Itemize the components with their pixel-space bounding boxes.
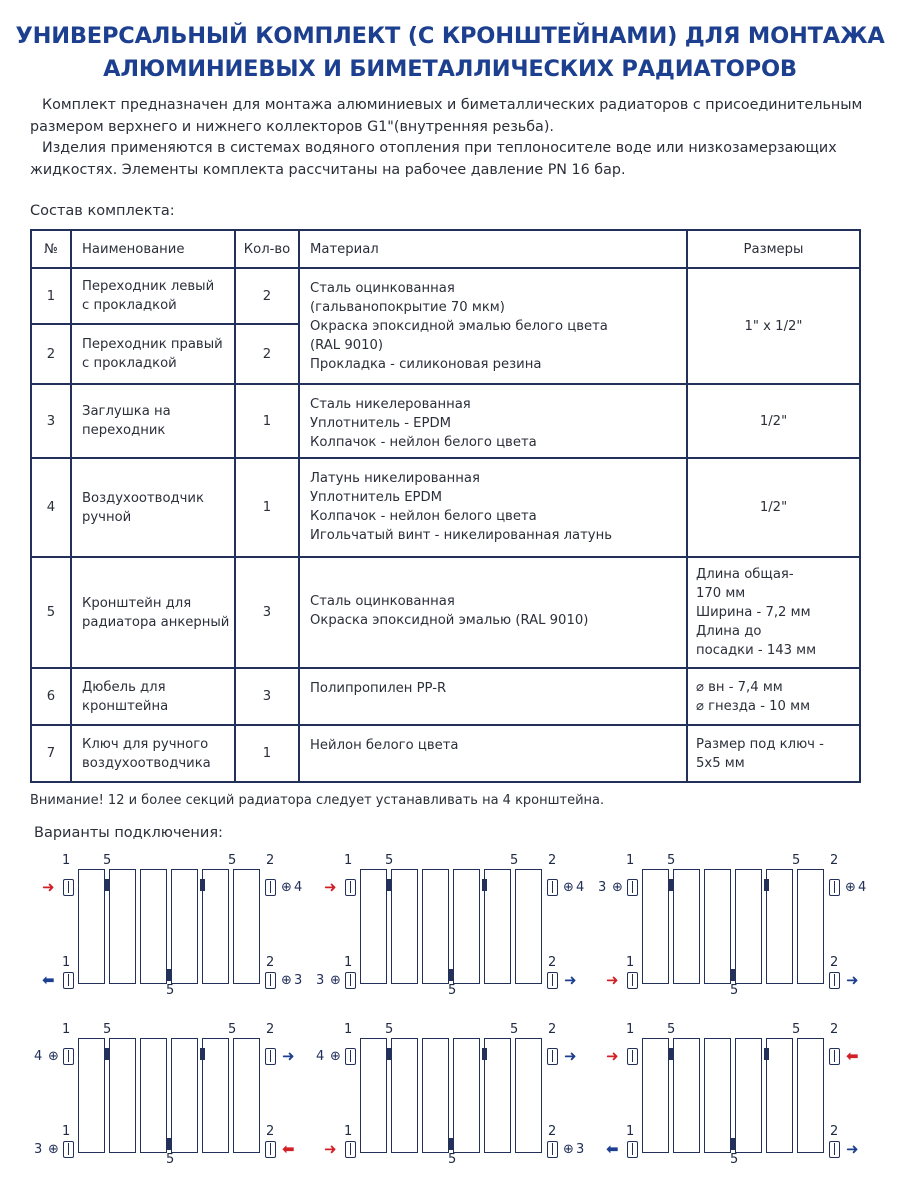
row-qty: 2 [235, 268, 299, 324]
connection-diagram [30, 853, 303, 1003]
radiator-section [109, 869, 136, 984]
adapter-icon [345, 879, 356, 896]
radiator-section [140, 1038, 167, 1153]
adapter-icon [63, 972, 74, 989]
size-line: ⌀ гнезда - 10 мм [696, 698, 811, 714]
radiator-section [735, 869, 762, 984]
radiator-section [766, 1038, 793, 1153]
label-5: 5 [667, 1022, 676, 1037]
material-line: Окраска эпоксидной эмалью (RAL 9010) [310, 613, 589, 628]
name-line: Переходник левый [82, 279, 215, 294]
plug-code: 4 [316, 1049, 325, 1064]
row-num: 7 [31, 725, 71, 782]
radiator-section [735, 1038, 762, 1153]
adapter-icon [829, 972, 840, 989]
row-size: 1/2" [687, 458, 860, 557]
bracket-mark [166, 1138, 171, 1150]
row-name [71, 268, 235, 324]
radiator-section [453, 1038, 480, 1153]
vent-icon: ⊕ [845, 880, 856, 895]
row-name [71, 458, 235, 557]
label-5: 5 [103, 853, 112, 868]
label-5: 5 [228, 853, 237, 868]
material-line: Сталь оцинкованная [310, 594, 455, 609]
vent-icon: ⊕ [330, 973, 341, 988]
bracket-mark [200, 879, 205, 891]
adapter-icon [829, 1141, 840, 1158]
adapter-icon [547, 879, 558, 896]
inlet-arrow-icon: ➜ [42, 878, 55, 896]
bracket-mark [200, 1048, 205, 1060]
row-size-merged: 1" х 1/2" [687, 268, 860, 384]
material-line: Уплотнитель EPDM [310, 490, 443, 505]
radiator-section [360, 869, 387, 984]
plug-code: 4 [294, 880, 303, 895]
connection-diagram [30, 1022, 295, 1172]
adapter-icon [265, 879, 276, 896]
label-2: 2 [266, 1124, 275, 1139]
vent-icon: ⊕ [48, 1049, 59, 1064]
row-name [71, 557, 235, 668]
vent-icon: ⊕ [563, 880, 574, 895]
radiator-section [673, 869, 700, 984]
name-line: ручной [82, 509, 132, 525]
radiator-section [673, 1038, 700, 1153]
label-1: 1 [62, 955, 71, 970]
row-name [71, 324, 235, 384]
bracket-mark [448, 969, 453, 981]
plug-code: 4 [576, 880, 585, 895]
row-num: 6 [31, 668, 71, 725]
plug-code: 4 [34, 1049, 43, 1064]
radiator-section [233, 869, 260, 984]
radiator-section [766, 869, 793, 984]
row-name [71, 668, 235, 725]
outlet-arrow-icon: ➜ [846, 971, 859, 989]
bracket-mark [386, 879, 391, 891]
row-material-merged [299, 268, 687, 384]
size-line: Длина общая- [696, 567, 794, 582]
row-num: 2 [31, 324, 71, 384]
label-1: 1 [344, 1022, 353, 1037]
label-5: 5 [792, 853, 801, 868]
inlet-arrow-icon: ➜ [324, 1140, 337, 1158]
label-5: 5 [730, 1152, 739, 1167]
radiator-section [642, 1038, 669, 1153]
header-qty: Кол-во [235, 230, 299, 268]
label-5: 5 [166, 983, 175, 998]
adapter-icon [63, 879, 74, 896]
table-row [31, 668, 860, 725]
label-1: 1 [62, 853, 71, 868]
bracket-mark [482, 879, 487, 891]
radiator-section [422, 869, 449, 984]
adapter-icon [63, 1048, 74, 1065]
material-line: Прокладка - силиконовая резина [310, 357, 542, 372]
plug-code: 3 [316, 973, 325, 988]
bracket-mark [730, 1138, 735, 1150]
size-line: ⌀ вн - 7,4 мм [696, 679, 783, 695]
radiator-section [453, 869, 480, 984]
connection-diagram [594, 1022, 859, 1172]
inlet-arrow-icon: ➜ [606, 1047, 619, 1065]
row-qty: 3 [235, 557, 299, 668]
adapter-icon [265, 1048, 276, 1065]
label-1: 1 [626, 853, 635, 868]
title-line-2: АЛЮМИНИЕВЫХ И БИМЕТАЛЛИЧЕСКИХ РАДИАТОРОВ [103, 56, 797, 82]
row-size [687, 557, 860, 668]
adapter-icon [627, 1141, 638, 1158]
outlet-arrow-icon: ➜ [846, 1140, 859, 1158]
row-qty: 3 [235, 668, 299, 725]
plug-code: 3 [294, 973, 303, 988]
label-5: 5 [667, 853, 676, 868]
plug-code: 3 [34, 1142, 43, 1157]
label-5: 5 [166, 1152, 175, 1167]
row-qty: 1 [235, 725, 299, 782]
inlet-arrow-icon: ⬅ [846, 1047, 859, 1065]
label-5: 5 [228, 1022, 237, 1037]
connection-diagram [594, 853, 867, 1003]
name-line: Дюбель для [82, 679, 166, 695]
radiator-section [171, 1038, 198, 1153]
header-size: Размеры [687, 230, 860, 268]
label-1: 1 [626, 1022, 635, 1037]
adapter-icon [627, 972, 638, 989]
row-num: 4 [31, 458, 71, 557]
name-line: Переходник правый [82, 337, 223, 352]
row-num: 3 [31, 384, 71, 458]
size-line: 5х5 мм [696, 755, 745, 771]
radiator-section [171, 869, 198, 984]
name-line: Заглушка на [82, 404, 171, 419]
outlet-arrow-icon: ⬅ [606, 1140, 619, 1158]
header-num: № [31, 230, 71, 268]
name-line: с прокладкой [82, 356, 177, 371]
label-2: 2 [830, 1022, 839, 1037]
radiator-section [391, 869, 418, 984]
intro-paragraph-1: Комплект предназначен для монтажа алюминиевых и биметаллических радиаторов с присоединительным размером верхнего и нижнего коллекторов G1"(внутренняя резьба). [30, 97, 863, 135]
table-row [31, 384, 860, 458]
row-material [299, 458, 687, 557]
row-material [299, 557, 687, 668]
row-qty: 1 [235, 458, 299, 557]
radiator-section [202, 1038, 229, 1153]
adapter-icon [345, 972, 356, 989]
label-1: 1 [344, 853, 353, 868]
adapter-icon [627, 1048, 638, 1065]
radiator-section [140, 869, 167, 984]
material-line: (гальванопокрытие 70 мкм) [310, 300, 505, 315]
label-5: 5 [385, 853, 394, 868]
name-line: переходник [82, 423, 166, 438]
material-line: Колпачок - нейлон белого цвета [310, 435, 537, 450]
vent-icon: ⊕ [563, 1142, 574, 1157]
row-size [687, 668, 860, 725]
adapter-icon [547, 1048, 558, 1065]
name-line: кронштейна [82, 698, 169, 714]
row-num: 5 [31, 557, 71, 668]
label-5: 5 [448, 983, 457, 998]
label-2: 2 [830, 853, 839, 868]
outlet-arrow-icon: ➜ [564, 1047, 577, 1065]
adapter-icon [627, 879, 638, 896]
label-2: 2 [266, 1022, 275, 1037]
label-1: 1 [344, 955, 353, 970]
adapter-icon [345, 1141, 356, 1158]
table-caption: Состав комплекта: [30, 203, 175, 219]
adapter-icon [547, 1141, 558, 1158]
name-line: Кронштейн для [82, 595, 192, 611]
adapter-icon [265, 1141, 276, 1158]
table-row [31, 725, 860, 782]
radiator-section [515, 869, 542, 984]
intro-text [30, 95, 875, 181]
label-2: 2 [548, 955, 557, 970]
material-line: Латунь никелированная [310, 471, 480, 486]
bracket-mark [668, 1048, 673, 1060]
label-2: 2 [548, 1124, 557, 1139]
radiator-section [391, 1038, 418, 1153]
label-2: 2 [830, 955, 839, 970]
bracket-mark [104, 879, 109, 891]
outlet-arrow-icon: ➜ [282, 1047, 295, 1065]
radiator-section [78, 1038, 105, 1153]
label-5: 5 [385, 1022, 394, 1037]
outlet-arrow-icon: ⬅ [42, 971, 55, 989]
material-line: Уплотнитель - EPDM [310, 416, 451, 431]
material-line: (RAL 9010) [310, 338, 384, 353]
label-2: 2 [830, 1124, 839, 1139]
bracket-mark [668, 879, 673, 891]
radiator-section [484, 1038, 511, 1153]
radiator-section [109, 1038, 136, 1153]
size-line: 170 мм [696, 586, 746, 601]
label-1: 1 [344, 1124, 353, 1139]
adapter-icon [265, 972, 276, 989]
plug-code: 4 [858, 880, 867, 895]
material-line: Игольчатый винт - никелированная латунь [310, 528, 612, 543]
vent-icon: ⊕ [281, 973, 292, 988]
adapter-icon [547, 972, 558, 989]
label-5: 5 [730, 983, 739, 998]
row-qty: 1 [235, 384, 299, 458]
label-1: 1 [62, 1124, 71, 1139]
label-5: 5 [510, 853, 519, 868]
row-material [299, 384, 687, 458]
intro-paragraph-2: Изделия применяются в системах водяного отопления при теплоносителе воде или низкозамерзающих жидкостях. Элементы комплекта рассчитаны на рабочее давление PN 16 бар. [30, 140, 837, 178]
material-line: Колпачок - нейлон белого цвета [310, 509, 537, 524]
vent-icon: ⊕ [281, 880, 292, 895]
size-line: Размер под ключ - [696, 736, 824, 752]
row-name [71, 725, 235, 782]
label-5: 5 [792, 1022, 801, 1037]
bracket-mark [764, 879, 769, 891]
inlet-arrow-icon: ➜ [324, 878, 337, 896]
label-5: 5 [510, 1022, 519, 1037]
plug-code: 3 [598, 880, 607, 895]
table-row [31, 458, 860, 557]
name-line: воздухоотводчика [82, 755, 211, 771]
label-1: 1 [62, 1022, 71, 1037]
material-line: Сталь оцинкованная [310, 281, 455, 296]
radiator-section [797, 1038, 824, 1153]
page-title [0, 20, 900, 86]
adapter-icon [829, 879, 840, 896]
radiator-section [642, 869, 669, 984]
label-2: 2 [266, 853, 275, 868]
label-5: 5 [103, 1022, 112, 1037]
material-line: Сталь никелерованная [310, 397, 471, 412]
bracket-mark [482, 1048, 487, 1060]
radiator-section [797, 869, 824, 984]
name-line: Ключ для ручного [82, 736, 209, 752]
connection-diagram [312, 1022, 585, 1172]
table-row [31, 557, 860, 668]
radiator-section [78, 869, 105, 984]
label-2: 2 [548, 1022, 557, 1037]
label-1: 1 [626, 955, 635, 970]
label-2: 2 [266, 955, 275, 970]
row-size: 1/2" [687, 384, 860, 458]
radiator-section [360, 1038, 387, 1153]
outlet-arrow-icon: ➜ [564, 971, 577, 989]
bracket-mark [448, 1138, 453, 1150]
size-line: Ширина - 7,2 мм [696, 605, 811, 620]
radiator-section [515, 1038, 542, 1153]
table-row [31, 268, 860, 324]
row-material [299, 725, 687, 782]
plug-code: 3 [576, 1142, 585, 1157]
bracket-mark [764, 1048, 769, 1060]
row-qty: 2 [235, 324, 299, 384]
radiator-section [704, 869, 731, 984]
row-size [687, 725, 860, 782]
label-2: 2 [548, 853, 557, 868]
radiator-section [202, 869, 229, 984]
size-line: посадки - 143 мм [696, 643, 817, 658]
size-line: Длина до [696, 624, 762, 639]
warning-note: Внимание! 12 и более секций радиатора следует устанавливать на 4 кронштейна. [30, 793, 605, 808]
radiator-section [704, 1038, 731, 1153]
header-material: Материал [299, 230, 687, 268]
radiator-section [233, 1038, 260, 1153]
inlet-arrow-icon: ⬅ [282, 1140, 295, 1158]
material-line: Полипропилен PP-R [310, 681, 447, 696]
connection-diagram [312, 853, 585, 1003]
inlet-arrow-icon: ➜ [606, 971, 619, 989]
variants-title: Варианты подключения: [34, 825, 223, 841]
label-5: 5 [448, 1152, 457, 1167]
table-header-row [31, 230, 860, 268]
vent-icon: ⊕ [612, 880, 623, 895]
bracket-mark [104, 1048, 109, 1060]
vent-icon: ⊕ [330, 1049, 341, 1064]
radiator-section [484, 869, 511, 984]
label-1: 1 [626, 1124, 635, 1139]
bracket-mark [386, 1048, 391, 1060]
name-line: с прокладкой [82, 298, 177, 313]
material-line: Нейлон белого цвета [310, 738, 459, 753]
material-line: Окраска эпоксидной эмалью белого цвета [310, 319, 608, 334]
name-line: Воздухоотводчик [82, 490, 204, 506]
adapter-icon [829, 1048, 840, 1065]
row-num: 1 [31, 268, 71, 324]
vent-icon: ⊕ [48, 1142, 59, 1157]
bracket-mark [166, 969, 171, 981]
row-name [71, 384, 235, 458]
adapter-icon [345, 1048, 356, 1065]
radiator-section [422, 1038, 449, 1153]
adapter-icon [63, 1141, 74, 1158]
row-material [299, 668, 687, 725]
bracket-mark [730, 969, 735, 981]
header-name: Наименование [71, 230, 235, 268]
title-line-1: УНИВЕРСАЛЬНЫЙ КОМПЛЕКТ (С КРОНШТЕЙНАМИ) ДЛЯ МОНТАЖА [15, 23, 885, 49]
kit-composition-table [30, 229, 861, 783]
name-line: радиатора анкерный [82, 614, 230, 630]
